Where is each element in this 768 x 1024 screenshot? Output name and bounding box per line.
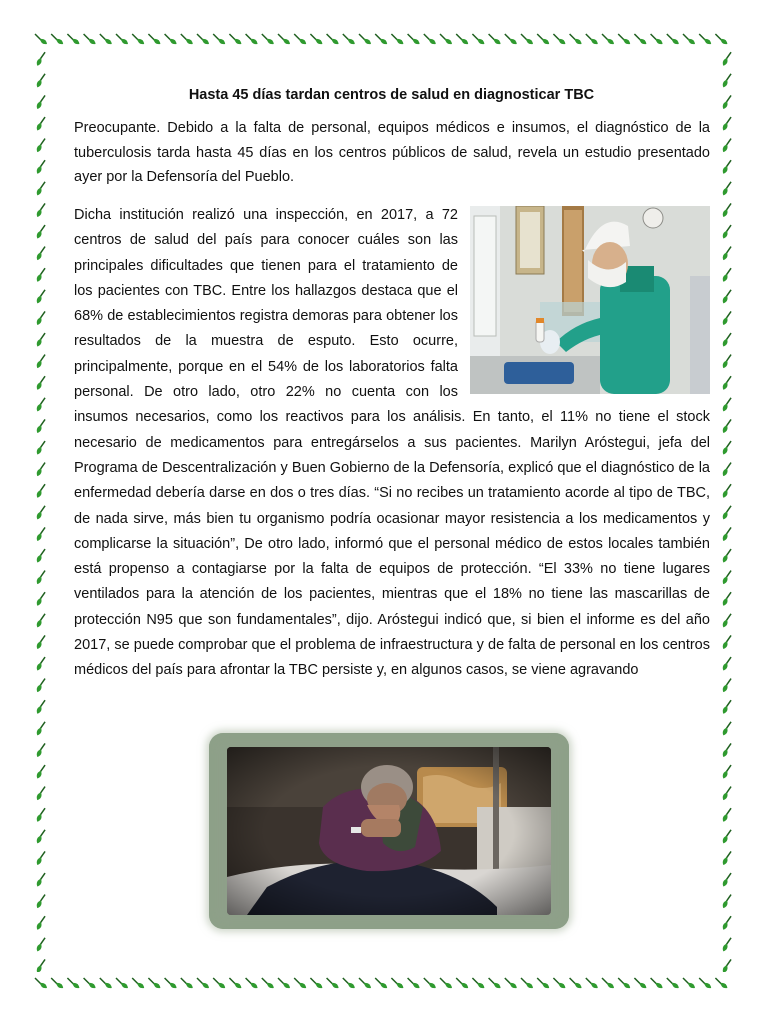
- article-title: Hasta 45 días tardan centros de salud en diagnosticar TBC: [188, 87, 595, 103]
- article-paragraph-intro: Preocupante. Debido a la falta de personal, equipos médicos e insumos, el diagnóstico de la tuberculosis tarda hasta 45 días en los centros públicos de salud, revela un estudio presentado ayer por la Defensoría del Pueblo.: [74, 120, 710, 185]
- patient-photo: [227, 747, 551, 915]
- patient-photo-frame: [209, 733, 569, 929]
- article-body: [74, 203, 710, 684]
- page-border-bottom: [30, 972, 738, 994]
- lab-technician-photo: [470, 206, 710, 394]
- page-border-left: [30, 50, 52, 972]
- page-border-top: [30, 28, 738, 50]
- article-paragraph-main: Dicha institución realizó una inspección, en 2017, a 72 centros de salud del país para conocer cuáles son las principales dificultades que tienen para el tratamiento de los pacientes con TBC. Entre los hallazgos destaca que el 68% de establecimientos registra demoras para obtener los resultados de la muestra de esputo. Esto ocurre, principalmente, porque en el 54% de los laboratorios falta personal. De otro lado, otro 22% no cuenta con los insumos necesarios, como los reactivos para los análisis. En tanto, el 11% no tiene el stock necesario de medicamentos para entregárselos a sus pacientes. Marilyn Aróstegui, jefa del Programa de Descentralización y Buen Gobierno de la Defensoría, explicó que el diagnóstico de la enfermedad debería darse en dos o tres días. “Si no recibes un tratamiento acorde al tipo de TBC, de nada sirve, más bien tu organismo podría ocasionar mayor resistencia a los medicamentos y complicarse la situación”, De otro lado, informó que el personal médico de estos locales también está propenso a contagiarse por la falta de equipos de protección. “El 33% no tiene lugares ventilados para la atención de los pacientes, mientras que el 18% no tiene las mascarillas de protección N95 que son fundamentales”, dijo. Aróstegui indicó que, si bien el informe es del año 2017, se puede comprobar que el problema de infraestructura y de falta de personal en los centros médicos del país para afrontar la TBC persiste y, en algunos casos, se viene agravando: [74, 207, 710, 679]
- page-border-right: [716, 50, 738, 972]
